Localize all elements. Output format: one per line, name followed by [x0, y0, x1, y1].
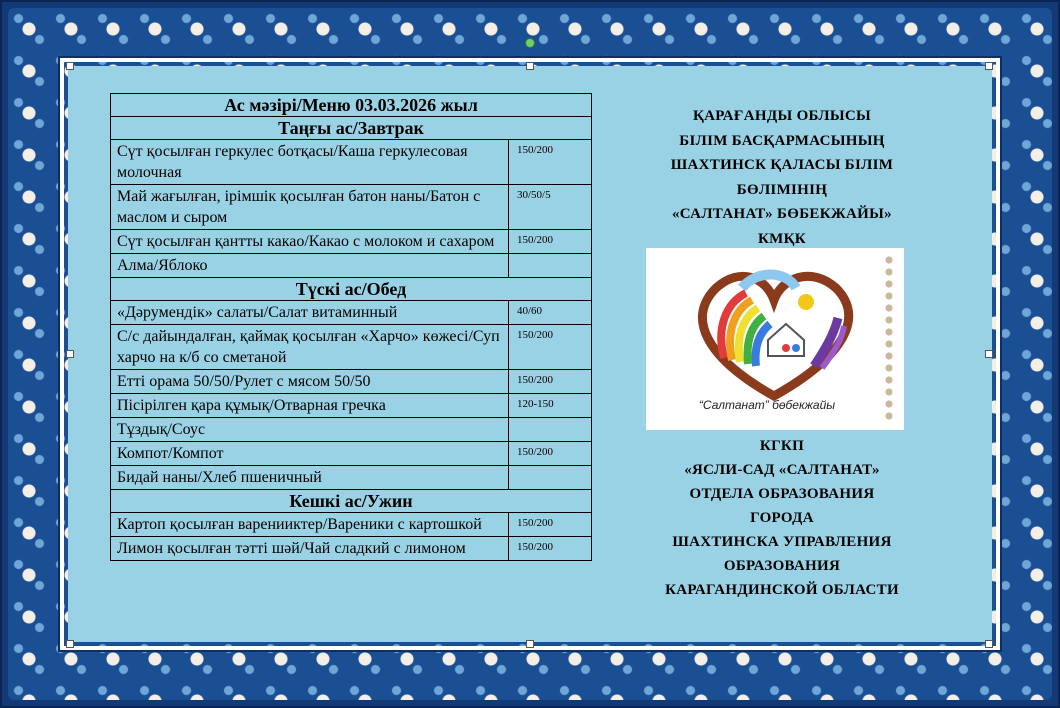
menu-item-name: «Дәрумендік» салаты/Салат витаминный [111, 301, 509, 325]
menu-item-name: Пісірілген қара құмық/Отварная гречка [111, 394, 509, 418]
logo-caption: “Салтанат” бөбекжайы [698, 398, 836, 412]
kindergarten-logo [646, 248, 904, 430]
org-name-line: ОТДЕЛА ОБРАЗОВАНИЯ [689, 486, 875, 502]
org-name-line: БІЛІМ БАСҚАРМАСЫНЫҢ [679, 132, 885, 149]
menu-item-portion [509, 254, 592, 278]
menu-item-row [111, 537, 592, 561]
resize-handle-right[interactable] [985, 350, 993, 358]
org-name-line: ГОРОДА [750, 510, 814, 526]
menu-item-name: Лимон қосылған тәтті шәй/Чай сладкий с лимоном [111, 537, 509, 561]
menu-item-portion: 40/60 [509, 301, 592, 325]
menu-item-row [111, 254, 592, 278]
menu-item-portion [509, 418, 592, 442]
resize-handle-top-right[interactable] [985, 62, 993, 70]
menu-item-row [111, 370, 592, 394]
menu-item-portion: 150/200 [509, 370, 592, 394]
menu-section-heading: Түскі ас/Обед [111, 278, 592, 301]
menu-item-name: Май жағылған, ірімшік қосылған батон наны/Батон с маслом и сыром [111, 185, 509, 230]
menu-item-row [111, 394, 592, 418]
resize-handle-bottom[interactable] [526, 640, 534, 648]
menu-section-heading: Таңғы ас/Завтрак [111, 117, 592, 140]
menu-item-row [111, 140, 592, 185]
menu-item-name: Сүт қосылған қантты какао/Какао с молоком и сахаром [111, 230, 509, 254]
menu-item-portion [509, 466, 592, 490]
menu-item-portion: 150/200 [509, 537, 592, 561]
resize-handle-top-left[interactable] [66, 62, 74, 70]
menu-item-row [111, 301, 592, 325]
menu-item-row [111, 418, 592, 442]
lace-ornament [882, 254, 896, 424]
menu-item-portion: 150/200 [509, 325, 592, 370]
menu-table [110, 93, 592, 561]
org-name-line: «САЛТАНАТ» БӨБЕКЖАЙЫ» [672, 206, 892, 222]
org-name-line: КМҚК [758, 230, 806, 247]
org-name-line: ҚАРАҒАНДЫ ОБЛЫСЫ [692, 108, 872, 124]
menu-item-row [111, 513, 592, 537]
resize-handle-top[interactable] [526, 62, 534, 70]
menu-item-portion: 30/50/5 [509, 185, 592, 230]
org-name-line: КГКП [759, 438, 805, 454]
menu-item-row [111, 230, 592, 254]
org-name-kazakh [632, 104, 932, 251]
menu-item-name: Алма/Яблоко [111, 254, 509, 278]
org-name-russian [632, 434, 932, 602]
menu-item-row [111, 466, 592, 490]
menu-item-name: Картоп қосылған варенииктер/Вареники с картошкой [111, 513, 509, 537]
resize-handle-bottom-right[interactable] [985, 640, 993, 648]
menu-item-name: Тұздық/Соус [111, 418, 509, 442]
menu-title: Ас мәзірі/Меню 03.03.2026 жыл [111, 94, 592, 117]
menu-item-portion: 120-150 [509, 394, 592, 418]
menu-item-portion: 150/200 [509, 140, 592, 185]
menu-item-row [111, 185, 592, 230]
menu-item-name: С/с дайындалған, қаймақ қосылған «Харчо» көжесі/Суп харчо на к/б со сметаной [111, 325, 509, 370]
menu-item-name: Бидай наны/Хлеб пшеничный [111, 466, 509, 490]
menu-item-name: Етті орама 50/50/Рулет с мясом 50/50 [111, 370, 509, 394]
menu-item-name: Сүт қосылған геркулес ботқасы/Каша геркулесовая молочная [111, 140, 509, 185]
menu-item-name: Компот/Компот [111, 442, 509, 466]
menu-item-portion: 150/200 [509, 513, 592, 537]
menu-item-portion: 150/200 [509, 442, 592, 466]
org-name-line: КАРАГАНДИНСКОЙ ОБЛАСТИ [665, 582, 899, 598]
menu-item-portion: 150/200 [509, 230, 592, 254]
org-name-line: ОБРАЗОВАНИЯ [723, 558, 841, 574]
menu-item-row [111, 325, 592, 370]
menu-item-row [111, 442, 592, 466]
menu-section-heading: Кешкі ас/Ужин [111, 490, 592, 513]
org-name-line: ШАХТИНСКА УПРАВЛЕНИЯ [672, 534, 892, 550]
org-name-line: ШАХТИНСК ҚАЛАСЫ БІЛІМ [670, 157, 894, 173]
org-name-line: «ЯСЛИ-САД «САЛТАНАТ» [684, 462, 880, 478]
resize-handle-left[interactable] [66, 350, 74, 358]
rotate-handle[interactable] [525, 38, 535, 48]
org-name-line: БӨЛІМІНІҢ [736, 181, 828, 198]
resize-handle-bottom-left[interactable] [66, 640, 74, 648]
